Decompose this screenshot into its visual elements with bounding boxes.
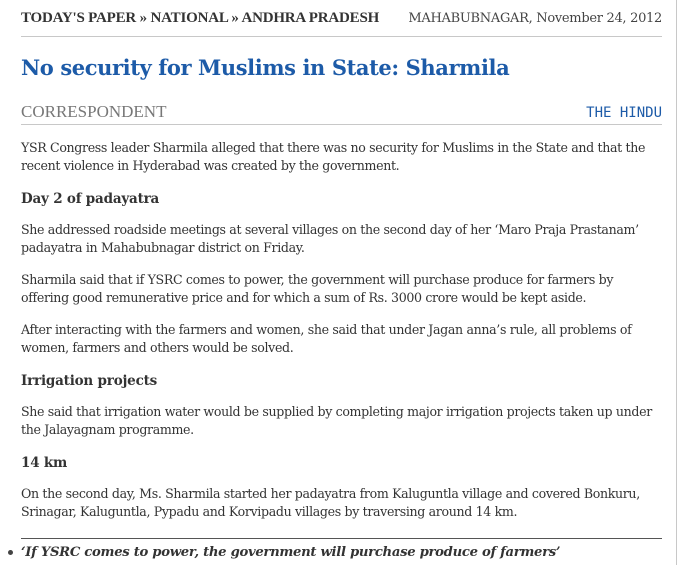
breadcrumb-national[interactable]: NATIONAL	[150, 10, 228, 26]
article-body	[21, 139, 662, 521]
subheading: 14 km	[21, 455, 68, 471]
paragraph: Sharmila said that if YSRC comes to power, the government will purchase produce for farmers by offering good remunerative price and for which a sum of Rs. 3000 crore would be kept aside.	[21, 272, 614, 305]
source-label: THE HINDU	[586, 105, 662, 121]
breadcrumb-andhra-pradesh[interactable]: ANDHRA PRADESH	[241, 10, 380, 26]
subheading: Day 2 of padayatra	[21, 191, 160, 207]
divider	[21, 538, 662, 539]
dateline: MAHABUBNAGAR, November 24, 2012	[408, 11, 662, 26]
paragraph: She addressed roadside meetings at several villages on the second day of her ‘Maro Praja Prastanam’ padayatra in Mahabubnagar district on Friday.	[21, 222, 639, 255]
byline: CORRESPONDENT	[21, 102, 167, 121]
page-border	[676, 0, 677, 565]
top-bar	[21, 0, 662, 37]
breadcrumb-separator: »	[231, 10, 239, 26]
paragraph: YSR Congress leader Sharmila alleged that there was no security for Muslims in the State and that the recent violence in Hyderabad was created by the government.	[21, 140, 646, 173]
breadcrumb-separator: »	[139, 10, 147, 26]
byline-row	[21, 102, 662, 125]
related-link-item[interactable]	[8, 545, 560, 560]
article-container	[21, 0, 662, 535]
breadcrumb	[21, 10, 379, 27]
bullet-icon	[8, 550, 13, 555]
paragraph: She said that irrigation water would be supplied by completing major irrigation projects taken up under the Jalayagnam programme.	[21, 404, 652, 437]
paragraph: On the second day, Ms. Sharmila started her padayatra from Kaluguntla village and covered Bonkuru, Srinagar, Kaluguntla, Pypadu and Korvipadu villages by traversing around 14 km.	[21, 486, 640, 519]
related-link[interactable]: ‘If YSRC comes to power, the government will purchase produce of farmers’	[21, 545, 561, 560]
breadcrumb-todays-paper[interactable]: TODAY'S PAPER	[21, 10, 137, 26]
paragraph: After interacting with the farmers and women, she said that under Jagan anna’s rule, all problems of women, farmers and others would be solved.	[21, 322, 632, 355]
subheading: Irrigation projects	[21, 373, 158, 389]
article-title: No security for Muslims in State: Sharmila	[21, 55, 510, 80]
